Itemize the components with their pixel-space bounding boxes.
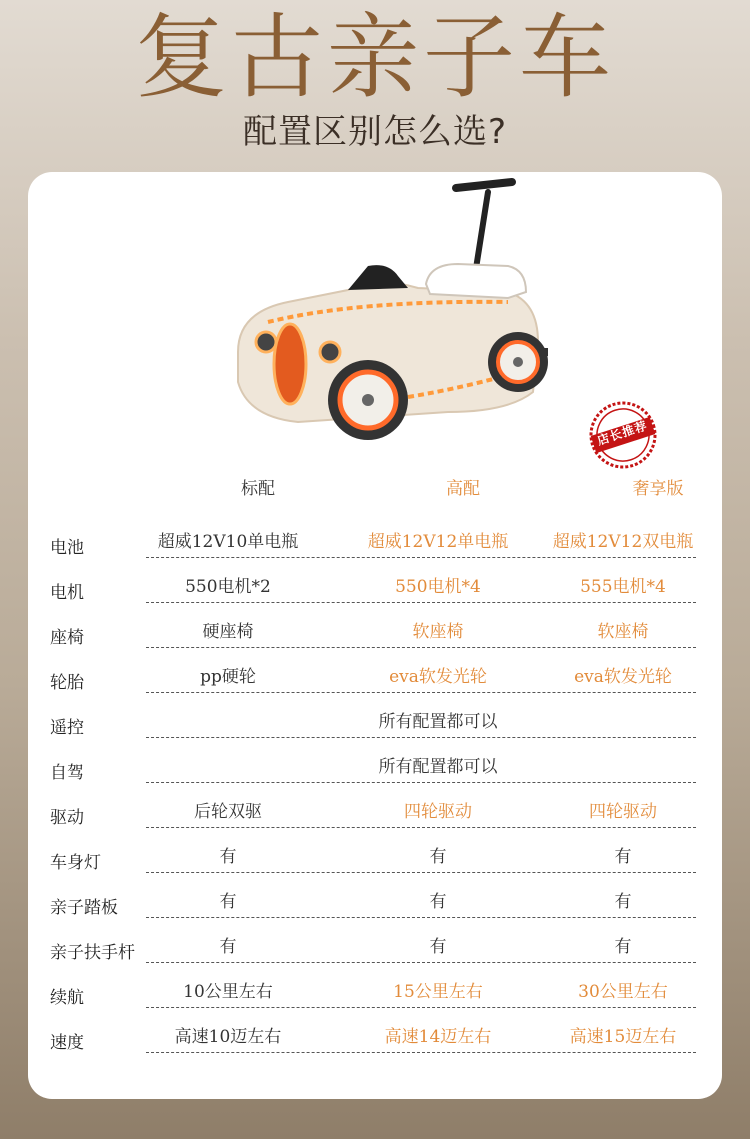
cell-luxury: eva软发光轮 <box>574 667 672 687</box>
row-divider <box>146 602 696 603</box>
row-label: 遥控 <box>50 718 84 738</box>
car-image <box>208 172 548 462</box>
row-label: 续航 <box>50 988 84 1008</box>
cell-standard: 有 <box>219 892 237 912</box>
cell-standard: 有 <box>219 847 237 867</box>
cell-standard: 硬座椅 <box>202 622 254 642</box>
row-label: 座椅 <box>50 628 84 648</box>
cell-luxury: 555电机*4 <box>580 577 666 597</box>
row-divider <box>146 827 696 828</box>
cell-high: 15公里左右 <box>393 982 483 1002</box>
cell-luxury: 有 <box>614 937 632 957</box>
column-header-standard: 标配 <box>241 479 275 499</box>
row-divider <box>146 737 696 738</box>
page-subtitle: 配置区别怎么选? <box>242 112 508 152</box>
table-row <box>28 926 722 971</box>
row-label: 自驾 <box>50 763 84 783</box>
cell-luxury: 软座椅 <box>597 622 649 642</box>
cell-high: 超威12V12单电瓶 <box>367 532 509 552</box>
row-divider <box>146 557 696 558</box>
row-label: 速度 <box>50 1033 84 1053</box>
cell-high: 有 <box>429 937 447 957</box>
table-row <box>28 881 722 926</box>
table-row <box>28 836 722 881</box>
cell-all-configs: 所有配置都可以 <box>378 757 498 777</box>
cell-standard: 10公里左右 <box>183 982 273 1002</box>
row-label: 车身灯 <box>50 853 101 873</box>
cell-high: 高速14迈左右 <box>384 1027 492 1047</box>
cell-luxury: 有 <box>614 847 632 867</box>
column-header-luxury: 奢享版 <box>632 479 684 499</box>
cell-standard: pp硬轮 <box>200 667 256 687</box>
cell-high: 软座椅 <box>412 622 464 642</box>
table-row <box>28 566 722 611</box>
badge-text: 店长推荐 <box>595 418 650 448</box>
cell-high: 四轮驱动 <box>404 802 472 822</box>
row-label: 电机 <box>50 583 84 603</box>
cell-luxury: 有 <box>614 892 632 912</box>
cell-all-configs: 所有配置都可以 <box>378 712 498 732</box>
cell-standard: 有 <box>219 937 237 957</box>
table-row <box>28 701 722 746</box>
table-row <box>28 521 722 566</box>
cell-standard: 高速10迈左右 <box>174 1027 282 1047</box>
row-divider <box>146 1007 696 1008</box>
cell-luxury: 超威12V12双电瓶 <box>552 532 694 552</box>
cell-standard: 超威12V10单电瓶 <box>157 532 299 552</box>
row-label: 电池 <box>50 538 84 558</box>
cell-high: eva软发光轮 <box>389 667 487 687</box>
cell-standard: 后轮双驱 <box>194 802 262 822</box>
cell-high: 有 <box>429 892 447 912</box>
page-title: 复古亲子车 <box>134 4 615 111</box>
row-label: 亲子踏板 <box>50 898 118 918</box>
row-label: 轮胎 <box>50 673 84 693</box>
row-divider <box>146 917 696 918</box>
table-row <box>28 611 722 656</box>
recommend-badge <box>579 391 667 479</box>
comparison-card <box>28 172 722 1099</box>
row-divider <box>146 872 696 873</box>
table-row <box>28 746 722 791</box>
table-row <box>28 791 722 836</box>
row-divider <box>146 782 696 783</box>
row-divider <box>146 647 696 648</box>
column-header-high: 高配 <box>446 479 480 499</box>
cell-luxury: 四轮驱动 <box>589 802 657 822</box>
row-label: 亲子扶手杆 <box>50 943 135 963</box>
cell-high: 550电机*4 <box>395 577 481 597</box>
row-label: 驱动 <box>50 808 84 828</box>
row-divider <box>146 692 696 693</box>
row-divider <box>146 962 696 963</box>
cell-standard: 550电机*2 <box>185 577 271 597</box>
cell-luxury: 30公里左右 <box>578 982 668 1002</box>
table-row <box>28 656 722 701</box>
row-divider <box>146 1052 696 1053</box>
table-row <box>28 971 722 1016</box>
cell-luxury: 高速15迈左右 <box>569 1027 677 1047</box>
cell-high: 有 <box>429 847 447 867</box>
table-row <box>28 1016 722 1061</box>
